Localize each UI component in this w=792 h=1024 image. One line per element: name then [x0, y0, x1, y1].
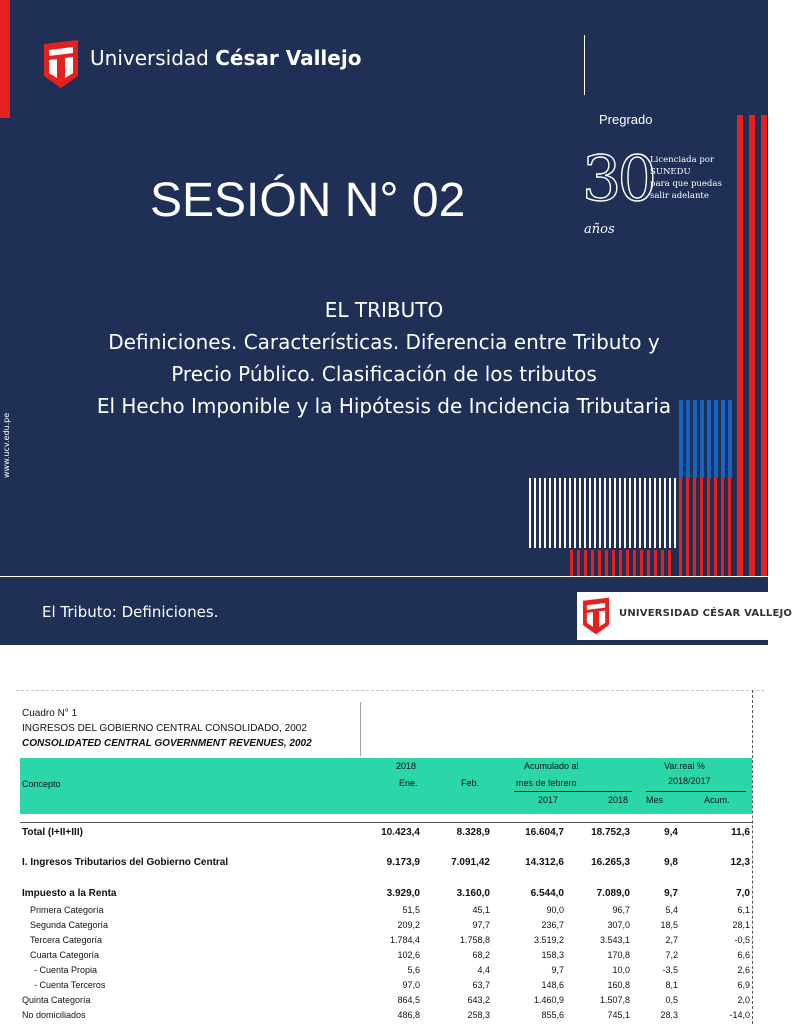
ucv-logo-small	[577, 592, 792, 640]
ucv-shield-icon	[583, 597, 609, 635]
table-row: No domiciliados 486,8 258,3 855,6 745,1 28,3 -14,0	[22, 1010, 750, 1020]
header-var-real: Var.real %	[664, 761, 705, 771]
table-caption-english: CONSOLIDATED CENTRAL GOVERNMENT REVENUES, 2002	[22, 738, 312, 749]
table-row: Tercera Categoría 1.784,4 1.758,8 3.519,2 3.543,1 2,7 -0,5	[30, 935, 750, 945]
ucv-logo-text: Universidad César Vallejo	[90, 46, 362, 70]
section-title: El Tributo: Definiciones.	[42, 603, 219, 621]
table-row: - Cuenta Terceros 97,0 63,7 148,6 160,8 8,1 6,9	[34, 980, 750, 990]
pregrado-label: Pregrado	[599, 112, 653, 127]
table-caption-title: INGRESOS DEL GOBIERNO CENTRAL CONSOLIDADO, 2002	[22, 723, 307, 734]
header-acum-2017: 2017	[538, 795, 559, 805]
table-row: Primera Categoría 51,5 45,1 90,0 96,7 5,4 6,1	[30, 905, 750, 915]
subtitle-line: Precio Público. Clasificación de los tributos	[171, 362, 597, 386]
table-row: Cuarta Categoría 102,6 68,2 158,3 170,8 7,2 6,6	[30, 950, 750, 960]
header-acum: Acum.	[704, 795, 730, 805]
table-rule	[20, 822, 752, 823]
subtitle-line: Definiciones. Características. Diferencia entre Tributo y	[108, 330, 660, 354]
table-row: Impuesto a la Renta 3.929,0 3.160,0 6.544,0 7.089,0 9,7 7,0	[22, 888, 750, 899]
table-right-border	[752, 690, 753, 1024]
badge-years: años	[584, 222, 615, 237]
header-ene: Ene.	[399, 778, 418, 788]
section-header-slide	[0, 577, 792, 645]
table-header	[20, 758, 752, 814]
table-caption-number: Cuadro N° 1	[22, 708, 78, 719]
revenue-table	[16, 690, 764, 1024]
header-underline	[646, 791, 746, 792]
header-concepto: Concepto	[22, 779, 61, 789]
header-var-period: 2018/2017	[668, 776, 711, 786]
badge-number: 30	[582, 142, 653, 215]
header-feb: Feb.	[461, 778, 480, 788]
ucv-logo-small-text: UNIVERSIDAD CÉSAR VALLEJO	[619, 608, 792, 619]
header-acum-2018: 2018	[608, 795, 629, 805]
header-mes-febrero: mes de febrero	[516, 778, 577, 788]
header-mes: Mes	[646, 795, 664, 805]
header-underline	[514, 791, 632, 792]
header-acumulado: Acumulado al	[524, 761, 579, 771]
table-top-border	[16, 690, 764, 691]
badge-license-text: Licenciada por SUNEDU para que puedas salir adelante	[650, 155, 722, 201]
table-row: I. Ingresos Tributarios del Gobierno Central 9.173,9 7.091,42 14.312,6 16.265,3 9,8 12,3	[22, 857, 750, 868]
session-title: SESIÓN N° 02	[150, 174, 466, 227]
header-2018: 2018	[396, 761, 417, 771]
website-vertical: www.ucv.edu.pe	[2, 412, 11, 478]
subtitle-line: EL TRIBUTO	[324, 298, 444, 322]
table-row: - Cuenta Propia 5,6 4,4 9,7 10,0 -3,5 2,6	[34, 965, 750, 975]
table-row: Segunda Categoría 209,2 97,7 236,7 307,0 18,5 28,1	[30, 920, 750, 930]
subtitle-line: El Hecho Imponible y la Hipótesis de Incidencia Tributaria	[96, 394, 672, 418]
table-row: Quinta Categoría 864,5 643,2 1.460,9 1.507,8 0,5 2,0	[22, 995, 750, 1005]
table-row: Total (I+II+III) 10.423,4 8.328,9 16.604,7 18.752,3 9,4 11,6	[22, 827, 750, 838]
caption-separator	[360, 702, 361, 756]
